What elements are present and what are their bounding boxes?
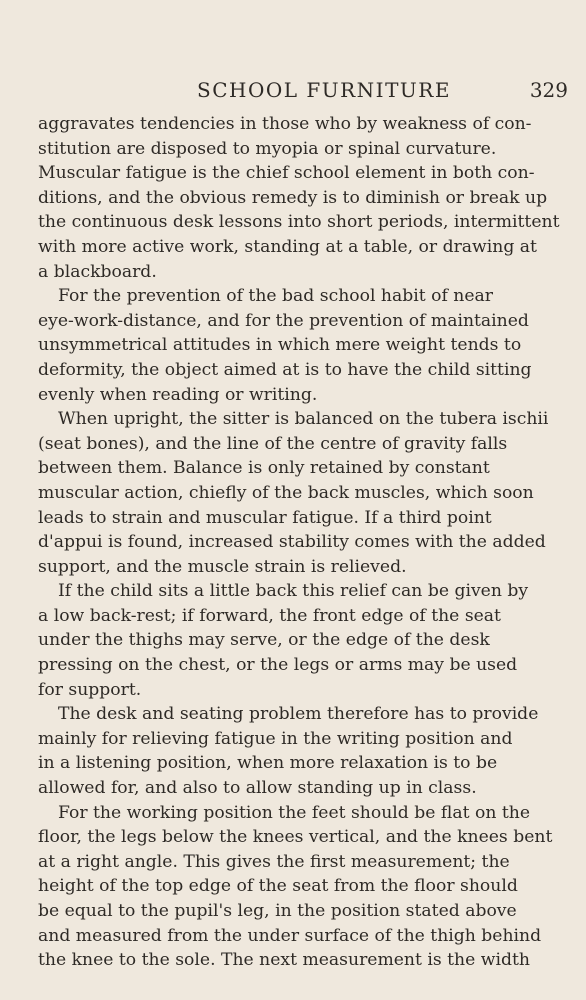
page-number: 329 — [529, 78, 568, 102]
text-line: between them. Balance is only retained by constant — [38, 458, 490, 479]
text-line: allowed for, and also to allow standing up in class. — [38, 778, 477, 799]
text-line: leads to strain and muscular fatigue. If a third point — [38, 507, 492, 528]
text-line: For the prevention of the bad school habit of near — [58, 286, 493, 307]
paragraph — [38, 407, 568, 579]
text-line: and measured from the under surface of the thigh behind — [38, 925, 542, 946]
text-line: muscular action, chiefly of the back muscles, which soon — [38, 482, 534, 503]
paragraph — [38, 801, 568, 973]
text-line: For the working position the feet should be flat on the — [58, 802, 531, 823]
text-line: height of the top edge of the seat from the floor should — [38, 876, 518, 897]
body-text — [38, 112, 568, 973]
page-header — [38, 78, 568, 108]
text-line: mainly for relieving fatigue in the writing position and — [38, 728, 513, 749]
text-line: unsymmetrical attitudes in which mere weight tends to — [38, 335, 522, 356]
text-line: If the child sits a little back this relief can be given by — [58, 581, 529, 602]
text-line: evenly when reading or writing. — [38, 384, 318, 405]
text-line: Muscular fatigue is the chief school element in both con- — [38, 163, 535, 184]
paragraph — [38, 284, 568, 407]
text-line: ditions, and the obvious remedy is to diminish or break up — [38, 187, 548, 208]
text-line: eye-work-distance, and for the prevention of maintained — [38, 310, 529, 331]
paragraph — [38, 579, 568, 702]
text-line: pressing on the chest, or the legs or arms may be used — [38, 655, 518, 676]
text-line: aggravates tendencies in those who by weakness of con- — [38, 114, 532, 134]
text-line: for support. — [38, 679, 142, 700]
text-line: be equal to the pupil's leg, in the position stated above — [38, 901, 517, 921]
text-line: When upright, the sitter is balanced on the tubera ischii — [58, 409, 549, 430]
paragraph — [38, 702, 568, 800]
text-line: under the thighs may serve, or the edge of the desk — [38, 630, 490, 651]
text-line: deformity, the object aimed at is to have the child sitting — [38, 359, 532, 380]
text-line: stitution are disposed to myopia or spinal curvature. — [38, 138, 497, 159]
text-line: (seat bones), and the line of the centre of gravity falls — [38, 433, 508, 454]
text-line: d'appui is found, increased stability comes with the added — [38, 532, 546, 553]
paragraph — [38, 112, 568, 284]
text-line: in a listening position, when more relaxation is to be — [38, 753, 498, 774]
text-line: a low back-rest; if forward, the front edge of the seat — [38, 605, 501, 626]
text-line: support, and the muscle strain is relieved. — [38, 556, 407, 577]
text-line: the knee to the sole. The next measurement is the width — [38, 950, 530, 971]
running-title: SCHOOL FURNITURE — [197, 78, 451, 102]
text-line: The desk and seating problem therefore has to provide — [58, 704, 539, 725]
text-line: floor, the legs below the knees vertical, and the knees bent — [38, 827, 553, 848]
text-line: a blackboard. — [38, 261, 157, 282]
text-line: the continuous desk lessons into short periods, intermittent — [38, 212, 560, 233]
text-line: at a right angle. This gives the first measurement; the — [38, 851, 510, 872]
text-line: with more active work, standing at a table, or drawing at — [38, 236, 537, 257]
